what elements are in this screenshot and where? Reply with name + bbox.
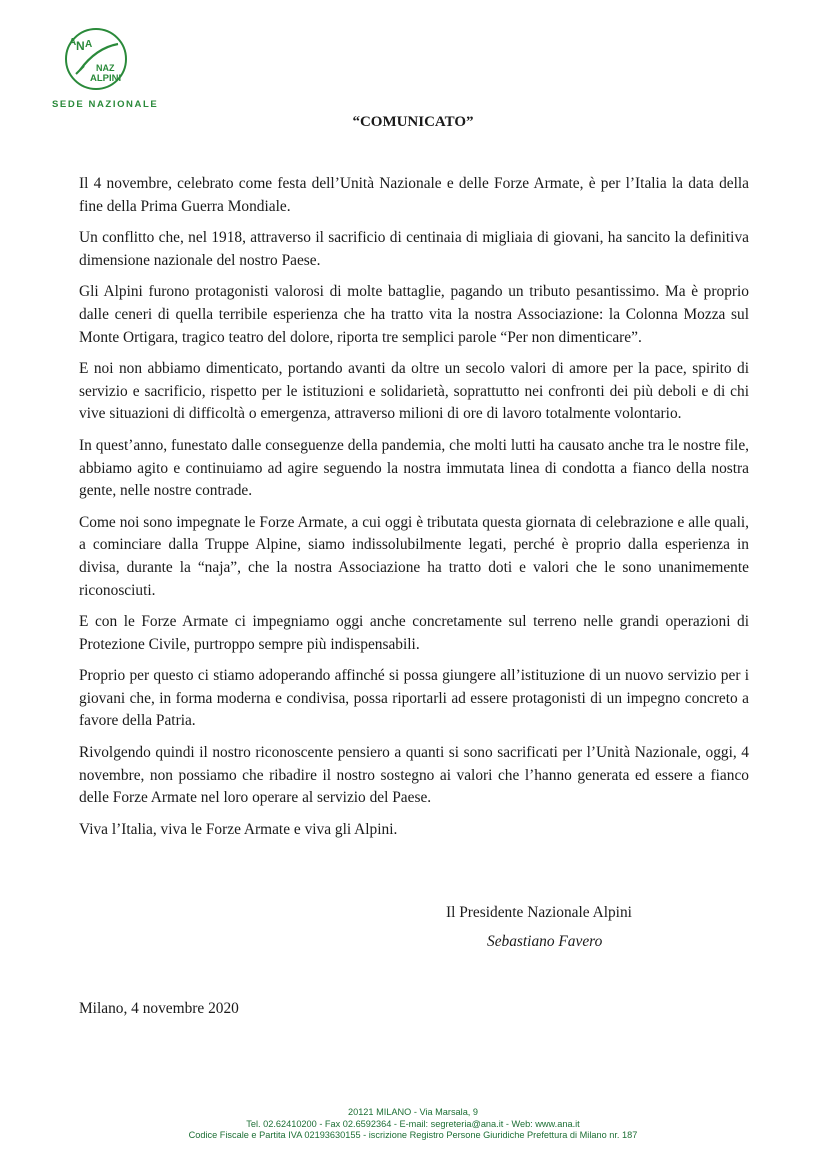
paragraph: In quest’anno, funestato dalle conseguenze della pandemia, che molti lutti ha causato anche tra le nostre file, abbiamo agito e continuiamo ad agire seguendo la nostra immutata linea di condotta a fianco della nostra gente, nelle nostre contrade. [79,436,749,500]
ana-logo-icon [62,26,134,92]
paragraph: E noi non abbiamo dimenticato, portando avanti da oltre un secolo valori di amore per la pace, spirito di servizio e sacrificio, rispetto per le istituzioni e solidarietà, soprattutto nei confronti dei più deboli e di chi vive situazioni di difficoltà o emergenza, attraverso milioni di ore di lavoro totalmente volontario. [79,360,749,423]
logo-alpini: ALPINI [90,73,122,84]
paragraph: Viva l’Italia, viva le Forze Armate e viva gli Alpini. [79,820,398,838]
footer [0,1107,826,1142]
signature-name: Sebastiano Favero [487,933,603,950]
paragraph: Proprio per questo ci stiamo adoperando affinché si possa giungere all’istituzione di un nuovo servizio per i giovani che, in forma moderna e condivisa, possa riportarli ad essere protagonisti di un impegno concreto a favore della Patria. [79,667,749,730]
paragraph: Il 4 novembre, celebrato come festa dell’Unità Nazionale e delle Forze Armate, è per l’Italia la data della fine della Prima Guerra Mondiale. [79,175,749,215]
paragraph: Un conflitto che, nel 1918, attraverso il sacrificio di centinaia di migliaia di giovani, ha sancito la definitiva dimensione nazionale del nostro Paese. [79,229,749,269]
signature-role: Il Presidente Nazionale Alpini [446,904,632,921]
logo-letter-a2: A [85,39,93,50]
paragraph: Come noi sono impegnate le Forze Armate, a cui oggi è tributata questa giornata di celebrazione e alle quali, a cominciare dalla Truppe Alpine, siamo indissolubilmente legati, perché è proprio dalla esperienza in divisa, durante la “naja”, che la nostra Associazione ha tratto doti e valori che le sono unanimemente riconosciuti. [79,513,749,599]
logo-letter-n: N [76,39,85,53]
footer-legal: Codice Fiscale e Partita IVA 02193630155 - iscrizione Registro Persone Giuridiche Prefettura di Milano nr. 187 [188,1130,638,1141]
ana-logo [62,26,134,92]
logo-letter-a1: A [69,37,77,48]
document-body [79,173,749,850]
footer-contacts: Tel. 02.62410200 - Fax 02.6592364 - E-mail: segreteria@ana.it - Web: www.ana.it [246,1118,580,1129]
paragraph: E con le Forze Armate ci impegniamo oggi anche concretamente sul terreno nelle grandi operazioni di Protezione Civile, purtroppo sempre più indispensabili. [79,613,749,653]
paragraph: Gli Alpini furono protagonisti valorosi di molte battaglie, pagando un tributo pesantissimo. Ma è proprio dalle ceneri di quella terribile esperienza che ha tratto vita la nostra Associazione: la Colonna Mozza sul Monte Ortigara, tragico teatro del dolore, riporta tre semplici parole “Per non dimenticare”. [79,283,749,346]
paragraph: Rivolgendo quindi il nostro riconoscente pensiero a quanti si sono sacrificati per l’Unità Nazionale, oggi, 4 novembre, non possiamo che ribadire il nostro sostegno ai valori che l’hanno generata ed essere a fianco delle Forze Armate nel loro operare al servizio del Paese. [79,744,749,807]
footer-address: 20121 MILANO - Via Marsala, 9 [347,1107,479,1117]
sede-nazionale-label: SEDE NAZIONALE [52,99,159,110]
document-title: “COMUNICATO” [352,114,474,130]
logo-naz: NAZ [96,63,115,73]
place-date: Milano, 4 novembre 2020 [79,1000,239,1017]
